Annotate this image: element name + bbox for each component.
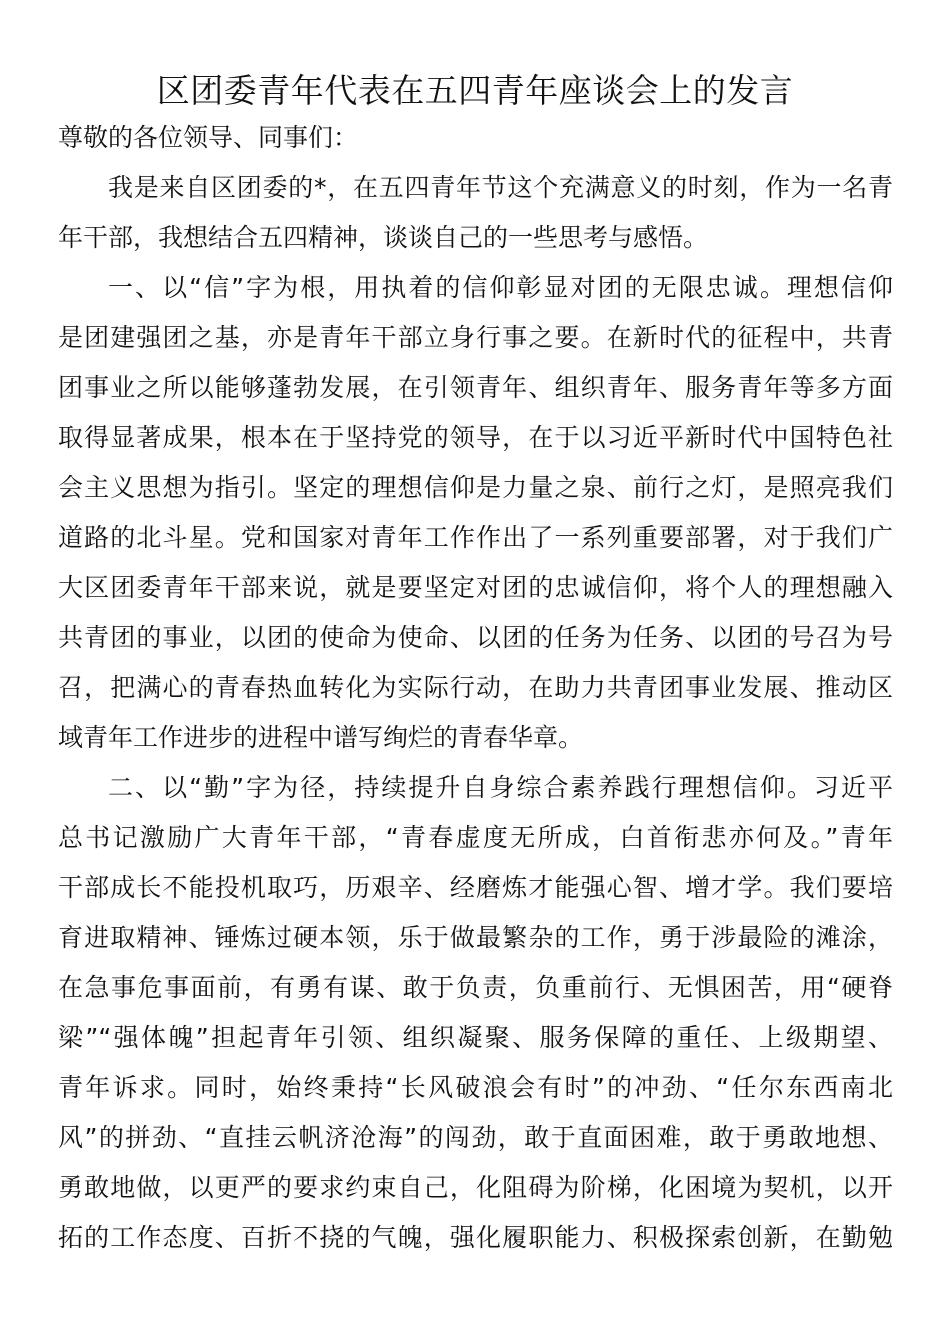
paragraph-line: 育进取精神、锤炼过硬本领，乐于做最繁杂的工作，勇于涉最险的滩涂，: [58, 923, 893, 952]
paragraph-line: 勇敢地做，以更严的要求约束自己，化阻碍为阶梯，化困境为契机，以开: [58, 1173, 893, 1202]
paragraph-line: 道路的北斗星。党和国家对青年工作作出了一系列重要部署，对于我们广: [58, 523, 893, 552]
paragraph-line: 一、以“信”字为根，用执着的信仰彰显对团的无限忠诚。理想信仰: [108, 273, 893, 302]
paragraph-line: 干部成长不能投机取巧，历艰辛、经磨炼才能强心智、增才学。我们要培: [58, 873, 893, 902]
paragraph-line: 拓的工作态度、百折不挠的气魄，强化履职能力、积极探索创新，在勤勉: [58, 1223, 893, 1252]
paragraph-2: [58, 263, 893, 763]
paragraph-line: 青年诉求。同时，始终秉持“长风破浪会有时”的冲劲、“任尔东西南北: [58, 1073, 893, 1102]
document-title: 区团委青年代表在五四青年座谈会上的发言: [156, 71, 794, 110]
paragraph-line: 是团建强团之基，亦是青年干部立身行事之要。在新时代的征程中，共青: [58, 323, 893, 352]
paragraph-line: 会主义思想为指引。坚定的理想信仰是力量之泉、前行之灯，是照亮我们: [58, 473, 893, 502]
paragraph-line: 团事业之所以能够蓬勃发展，在引领青年、组织青年、服务青年等多方面: [58, 373, 893, 402]
paragraph-line: 召，把满心的青春热血转化为实际行动，在助力共青团事业发展、推动区: [58, 673, 893, 702]
paragraph-line: 大区团委青年干部来说，就是要坚定对团的忠诚信仰，将个人的理想融入: [58, 573, 893, 602]
paragraph-line: 二、以“勤”字为径，持续提升自身综合素养践行理想信仰。习近平: [108, 773, 893, 802]
paragraph-line: 风”的拼劲、“直挂云帆济沧海”的闯劲，敢于直面困难，敢于勇敢地想、: [58, 1123, 893, 1152]
paragraph-3: [58, 763, 893, 1263]
paragraph-1: [58, 163, 893, 263]
paragraph-line: 总书记激励广大青年干部，“青春虚度无所成，白首衔悲亦何及。”青年: [58, 823, 893, 852]
paragraph-line: 我是来自区团委的*，在五四青年节这个充满意义的时刻，作为一名青: [108, 173, 893, 202]
paragraph-line: 域青年工作进步的进程中谱写绚烂的青春华章。: [58, 723, 584, 752]
paragraph-line: 梁”“强体魄”担起青年引领、组织凝聚、服务保障的重任、上级期望、: [58, 1023, 893, 1052]
paragraph-line: 年干部，我想结合五四精神，谈谈自己的一些思考与感悟。: [58, 223, 709, 252]
paragraph-line: 共青团的事业，以团的使命为使命、以团的任务为任务、以团的号召为号: [58, 623, 893, 652]
paragraph-line: 取得显著成果，根本在于坚持党的领导，在于以习近平新时代中国特色社: [58, 423, 893, 452]
document-body: [58, 113, 893, 1263]
paragraph-line: 在急事危事面前，有勇有谋、敢于负责，负重前行、无惧困苦，用“硬脊: [58, 973, 893, 1002]
salutation: 尊敬的各位领导、同事们：: [58, 123, 359, 152]
